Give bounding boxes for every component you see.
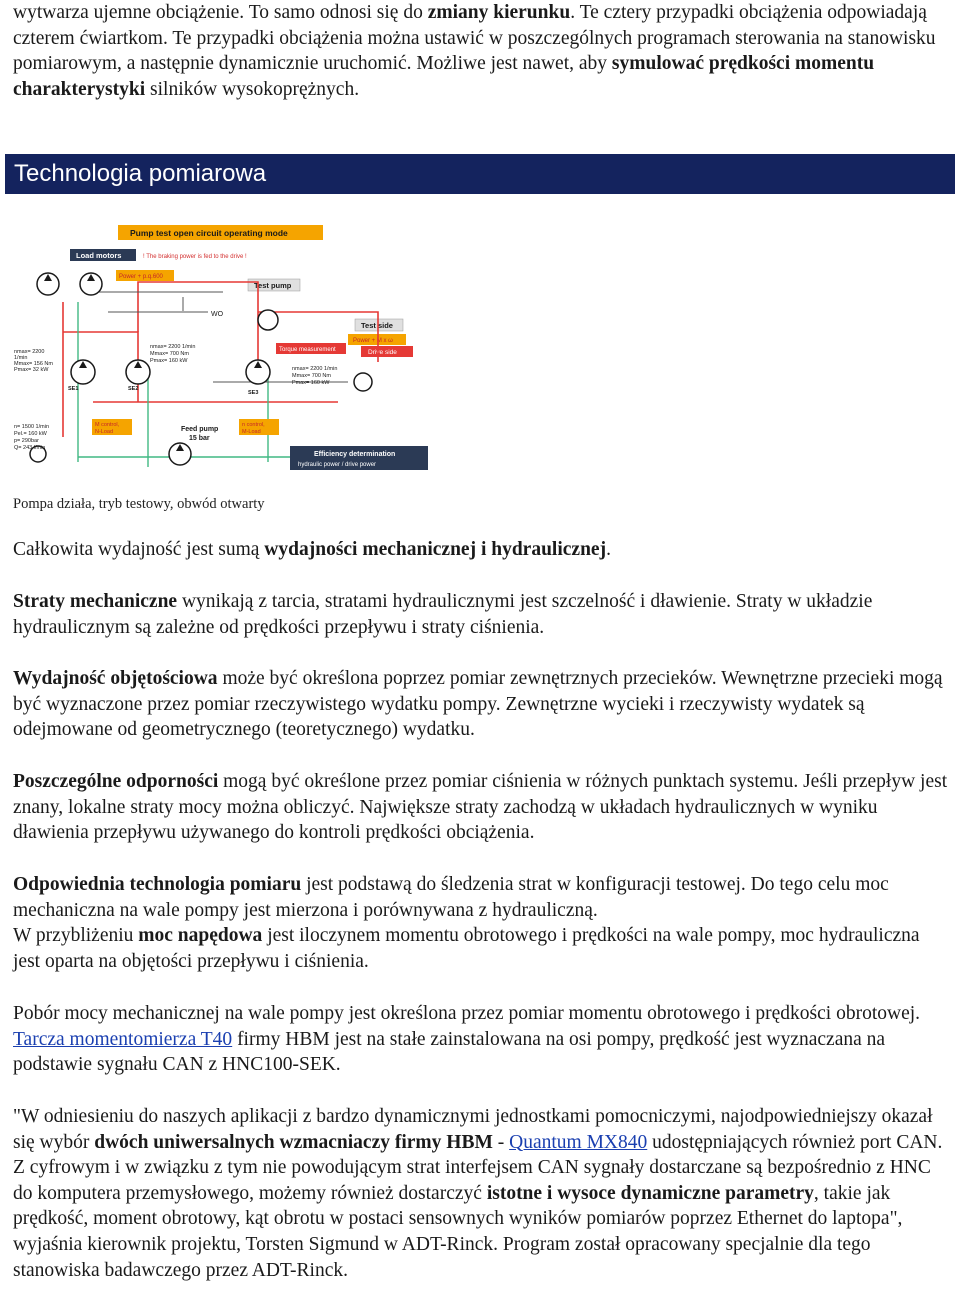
motor-labels: [68, 386, 258, 396]
spec-text: p= 290bar: [14, 438, 39, 444]
control-right-line: n control,: [242, 422, 265, 428]
paragraph-power-intake: [13, 1001, 948, 1078]
spec-text: n= 1500 1/min: [14, 424, 50, 430]
spec-text: Pmax= 160 kW: [150, 358, 188, 364]
pump-test-diagram: [8, 222, 433, 477]
spec-text: 1/min: [14, 355, 28, 361]
drive-side-label: Drive side: [368, 349, 397, 356]
text-run: , takie jak prędkość, moment obrotowy, kąt obrotu w postaci sensownych wyników pomiarów poprzez Ethernet do laptopa", wyjaśnia kierownik projektu, Torsten Sigmund w ADT-Rinck. Program został opracowany specjalnie dla tego stanowiska badawczego przez ADT-Rinck.: [13, 1182, 903, 1281]
bold-run: Poszczególne odporności: [13, 771, 219, 792]
wo-label: WO: [211, 311, 224, 318]
text-run: W przybliżeniu: [13, 925, 139, 947]
spec-text: Mmax= 156 Nm: [14, 361, 53, 367]
bold-run: Straty mechaniczne: [13, 591, 178, 612]
spec-text: Pmax= 32 kW: [14, 367, 49, 373]
paragraph-volumetric: [13, 666, 948, 743]
paragraph-resistances: [13, 769, 948, 846]
intro-bold-simulate: symulować prędkości momentu charakterystyki: [13, 53, 875, 100]
spec-text: Pmax= 160 kW: [292, 380, 330, 386]
mid-specs: [150, 344, 195, 364]
intro-bold-direction: zmiany kierunku: [427, 2, 571, 23]
section-banner: Technologia pomiarowa: [5, 154, 955, 194]
intro-text-3: silników wysokoprężnych.: [145, 78, 360, 100]
paragraph-efficiency: [13, 537, 948, 563]
paragraph-mechanical-losses: [13, 589, 948, 640]
text-run: może być określona poprzez pomiar zewnętrznych przecieków. Wewnętrzne przecieki mogą być wyznaczone przez pomiar rzeczywistego wydatku pompy. Zewnętrzne wycieki i rzeczywisty wydatek są odejmowane od geometrycznego (teoretycznego) wydatku.: [13, 668, 943, 741]
text-run: wynikają z tarcia, stratami hydraulicznymi jest szczelność i dławienie. Straty w układzie hydraulicznym są zależne od prędkości przepływu i straty ciśnienia.: [13, 591, 873, 638]
text-run: -: [492, 1131, 510, 1153]
pressure-lines: [63, 282, 378, 437]
figure-caption: Pompa działa, tryb testowy, obwód otwarty: [13, 496, 265, 512]
motor-label: SE3: [248, 390, 259, 396]
text-run: "W odniesieniu do naszych aplikacji z bardzo dynamicznymi jednostkami pomocniczymi, najodpowiedniejszy okazał się wybór: [13, 1106, 933, 1153]
bold-run: Wydajność objętościowa: [13, 668, 218, 689]
bold-run: Odpowiednia technologia pomiaru: [13, 874, 302, 895]
spec-text: Mmax= 700 Nm: [292, 373, 331, 379]
text-run: Całkowita wydajność jest sumą: [13, 539, 265, 560]
diagram-warning: ! The braking power is fed to the drive !: [143, 254, 247, 260]
bold-run: dwóch uniwersalnych wzmacniaczy firmy HBM: [94, 1131, 493, 1153]
control-left-line: M control,: [95, 422, 120, 428]
text-run: .: [606, 539, 611, 560]
intro-text-2: . Te cztery przypadki obciążenia odpowiadają czterem ćwiartkom. Te przypadki obciążenia można ustawić w poszczególnych programach sterowania na stanowisku pomiarowym, a następnie dynamicznie uruchomić. Możliwe jest nawet, aby: [13, 2, 936, 75]
diagram-title: Pump test open circuit operating mode: [130, 228, 288, 238]
feed-pump-label: Feed pump: [181, 426, 219, 433]
load-motors-label: Load motors: [76, 251, 122, 260]
power-plus-label: Power + M x ω: [353, 338, 393, 344]
feed-pump-pressure: 15 bar: [189, 435, 210, 442]
bold-run: istotne i wysoce dynamiczne parametry: [486, 1182, 814, 1204]
text-run: Pobór mocy mechanicznej na wale pompy jest określona przez pomiar momentu obrotowego i prędkości obrotowej.: [13, 1003, 921, 1024]
bold-run: wydajności mechanicznej i hydraulicznej: [264, 539, 607, 560]
motor-label: SE1: [68, 386, 79, 392]
paragraph-quote: [13, 1104, 948, 1283]
spec-text: Q= 243 l/min: [14, 445, 46, 451]
text-run: jest podstawą do śledzenia strat w konfiguracji testowej. Do tego celu moc mechaniczna na wale pompy jest mierzona i porównywana z hydrauliczną.: [13, 874, 889, 921]
spec-text: nmax= 2200 1/min: [150, 344, 196, 350]
intro-text: wytwarza ujemne obciążenie. To samo odnosi się do: [13, 2, 428, 23]
quantum-mx840-link[interactable]: Quantum MX840: [509, 1131, 648, 1153]
control-left-line: N-Load: [95, 429, 114, 435]
left-specs: [14, 349, 53, 373]
spec-text: Mmax= 700 Nm: [150, 351, 189, 357]
control-right-line: M-Load: [242, 429, 261, 435]
bottom-specs: [14, 424, 49, 451]
test-side-label: Test side: [361, 321, 393, 330]
spec-text: nmax= 2200 1/min: [292, 366, 338, 372]
torque-label: Torque measurement: [279, 347, 336, 353]
bold-run: moc napędowa: [138, 925, 263, 947]
efficiency-label: Efficiency determination: [314, 451, 396, 458]
efficiency-sublabel: hydraulic power / drive power: [298, 462, 377, 468]
text-run: udostępniających również port CAN. Z cyfrowym i w związku z tym nie powodującym strat interfejsem CAN sygnały dostarczane są bezpośrednio z HNC do komputera przemysłowego, możemy również dostarczyć: [13, 1131, 943, 1204]
text-run: jest iloczynem momentu obrotowego i prędkości na wale pompy, moc hydrauliczna jest oparta na objętości przepływu i ciśnienia.: [13, 925, 920, 972]
power-label: Power + p.q.600: [119, 274, 163, 280]
test-pump-label: Test pump: [254, 281, 292, 290]
text-run: mogą być określone przez pomiar ciśnienia w różnych punktach systemu. Jeśli przepływ jest znany, lokalne straty mocy można obliczyć. Największe straty zachodzą w układach hydraulicznych w wyniku dławienia przepływu używanego do kontroli prędkości obciążenia.: [13, 771, 948, 844]
text-run: firmy HBM jest na stałe zainstalowana na osi pompy, prędkość jest wyznaczana na podstawie sygnału CAN z HNC100-SEK.: [13, 1028, 886, 1076]
t40-link[interactable]: Tarcza momentomierza T40: [13, 1028, 233, 1050]
motor-label: SE2: [128, 386, 139, 392]
paragraph-measurement-tech: [13, 872, 948, 974]
spec-text: Pel.= 160 kW: [14, 431, 47, 437]
right-specs: [292, 366, 337, 386]
spec-text: nmax= 2200: [14, 349, 45, 355]
intro-paragraph: [13, 0, 948, 102]
